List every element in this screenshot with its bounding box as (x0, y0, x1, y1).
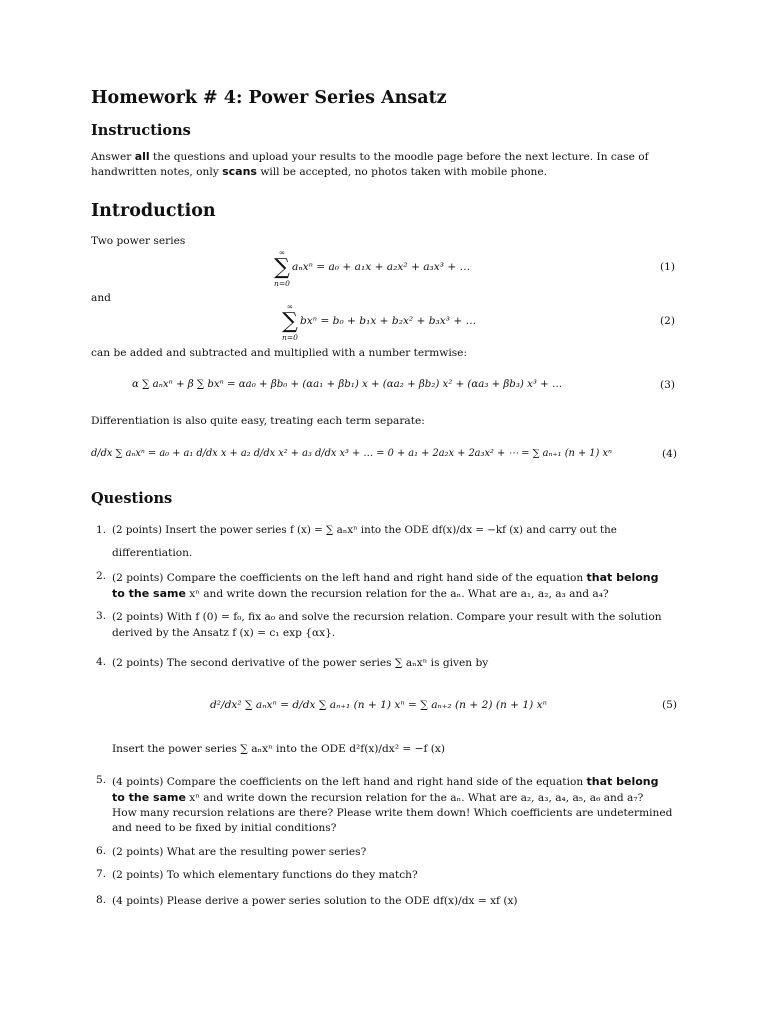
question-3-number: 3. (96, 610, 107, 622)
question-1-text: (2 points) Insert the power series f (x) = ∑ aₙxⁿ into the ODE df(x)/dx = −kf (x) and carry out the (112, 524, 617, 536)
question-1-number: 1. (96, 524, 107, 536)
question-1-text-cont: differentiation. (112, 547, 193, 559)
equation-5: d²/dx² ∑ aₙxⁿ = d/dx ∑ aₙ₊₁ (n + 1) xⁿ = ∑ aₙ₊₂ (n + 2) (n + 1) xⁿ (210, 699, 547, 711)
question-5-number: 5. (96, 774, 107, 786)
question-4-number: 4. (96, 656, 107, 668)
question-6-number: 6. (96, 845, 107, 857)
equation-2-number: (2) (660, 315, 676, 327)
equation-1-number: (1) (660, 261, 676, 273)
instructions-line-1: Answer all the questions and upload your results to the moodle page before the next lecture. In case of (91, 150, 649, 163)
question-6-text: (2 points) What are the resulting power series? (112, 846, 367, 858)
question-7-text: (2 points) To which elementary functions do they match? (112, 869, 418, 881)
equation-4: d/dx ∑ aₙxⁿ = a₀ + a₁ d/dx x + a₂ d/dx x² + a₃ d/dx x³ + … = 0 + a₁ + 2a₂x + 2a₃x² + ⋯ = ∑ aₙ₊₁ (n + 1) xⁿ (91, 448, 612, 459)
equation-5-number: (5) (662, 699, 678, 711)
question-2-text: (2 points) Compare the coefficients on the left hand and right hand side of the equation that belong (112, 571, 659, 584)
introduction-heading: Introduction (91, 201, 216, 221)
question-5-text-3: How many recursion relations are there? Please write them down! Which coefficients are undetermined (112, 807, 673, 819)
question-5-text: (4 points) Compare the coefficients on the left hand and right hand side of the equation that belong (112, 775, 659, 788)
intro-text-added: can be added and subtracted and multiplied with a number termwise: (91, 347, 468, 359)
intro-text-two-power-series: Two power series (91, 235, 186, 247)
question-8-text: (4 points) Please derive a power series solution to the ODE df(x)/dx = xf (x) (112, 895, 518, 907)
question-2-text-cont: to the same xⁿ and write down the recursion relation for the aₙ. What are a₁, a₂, a₃ and a₄? (112, 587, 609, 600)
question-2-number: 2. (96, 570, 107, 582)
question-8-number: 8. (96, 894, 107, 906)
equation-2: bxⁿ = b₀ + b₁x + b₂x² + b₃x³ + … (300, 315, 477, 327)
question-7-number: 7. (96, 868, 107, 880)
instructions-line-2: handwritten notes, only scans will be accepted, no photos taken with mobile phone. (91, 165, 548, 178)
question-5-text-4: and need to be fixed by initial conditions? (112, 822, 337, 834)
question-5-text-cont: to the same xⁿ and write down the recursion relation for the aₙ. What are a₂, a₃, a₄, a₅, a₆ and a₇? (112, 791, 644, 804)
equation-4-number: (4) (662, 448, 678, 460)
equation-1: aₙxⁿ = a₀ + a₁x + a₂x² + a₃x³ + … (292, 261, 471, 273)
question-3-text-cont: derived by the Ansatz f (x) = c₁ exp {αx}. (112, 627, 336, 639)
intro-text-differentiation: Differentiation is also quite easy, treating each term separate: (91, 415, 425, 427)
eq1-sum-symbol: ∞ ∑ n=0 (274, 248, 290, 288)
equation-3: α ∑ aₙxⁿ + β ∑ bxⁿ = αa₀ + βb₀ + (αa₁ + βb₁) x + (αa₂ + βb₂) x² + (αa₃ + βb₃) x³ + … (132, 379, 563, 390)
question-4-text-cont: Insert the power series ∑ aₙxⁿ into the ODE d²f(x)/dx² = −f (x) (112, 743, 446, 755)
page-title: Homework # 4: Power Series Ansatz (91, 88, 447, 108)
eq2-sum-symbol: ∞ ∑ n=0 (282, 302, 298, 342)
equation-3-number: (3) (660, 379, 676, 391)
intro-text-and: and (91, 292, 111, 304)
questions-heading: Questions (91, 490, 173, 507)
question-3-text: (2 points) With f (0) = f₀, fix a₀ and solve the recursion relation. Compare your result with the solution (112, 611, 662, 623)
question-4-text: (2 points) The second derivative of the power series ∑ aₙxⁿ is given by (112, 657, 489, 669)
instructions-heading: Instructions (91, 122, 191, 139)
